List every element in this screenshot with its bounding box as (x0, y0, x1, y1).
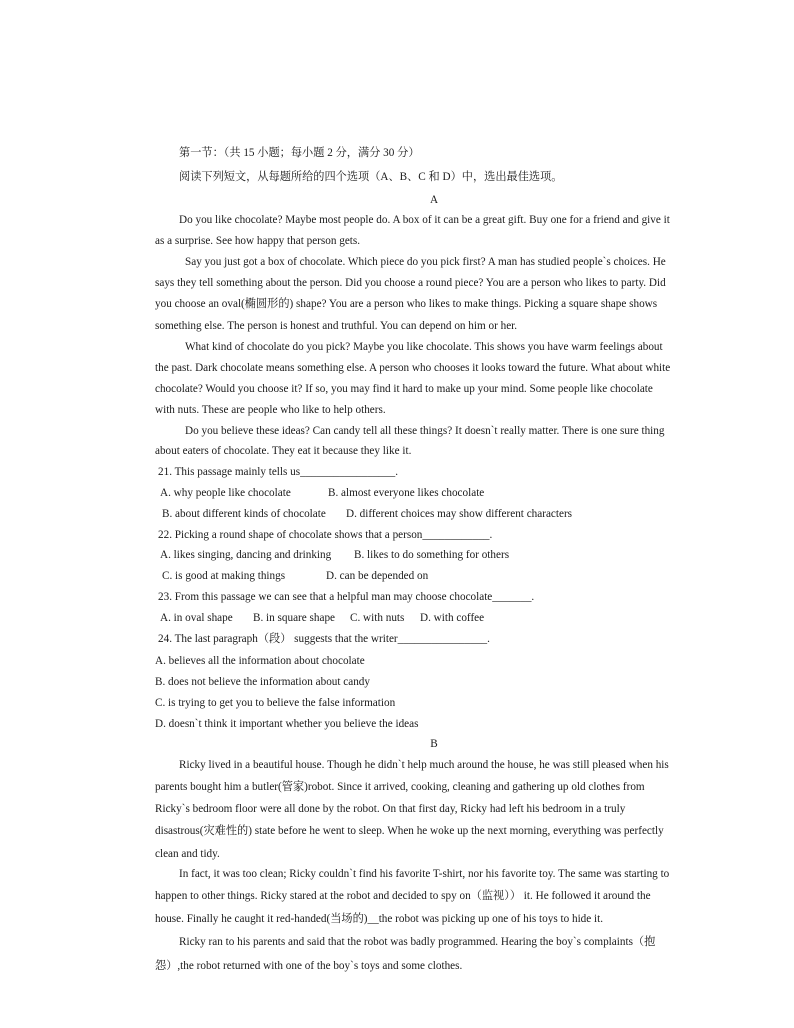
option-c: C. is good at making things (162, 570, 286, 582)
passage-line: you choose an oval(椭圆形的) shape? You are a person who likes to make things. Picking a square shape shows (155, 298, 658, 310)
question-stem: 24. The last paragraph（段） suggests that the writer________________. (158, 633, 490, 645)
question-stem: 23. From this passage we can see that a helpful man may choose chocolate_______. (158, 591, 535, 603)
passage-line: 怨）,the robot returned with one of the boy`s toys and some clothes. (155, 960, 463, 972)
option-b: B. likes to do something for others (354, 549, 510, 561)
passage-line: In fact, it was too clean; Ricky couldn`t find his favorite T-shirt, nor his favorite toy. The same was starting to (179, 868, 670, 880)
option-c: C. with nuts (350, 612, 405, 624)
option-a: A. likes singing, dancing and drinking (160, 549, 332, 561)
passage-a-label: A (429, 194, 439, 206)
passage-line: What kind of chocolate do you pick? Maybe you like chocolate. This shows you have warm feelings about (185, 341, 663, 353)
passage-line: says they tell something about the person. Did you choose a round piece? You are a person who likes to party. Did (155, 277, 666, 289)
passage-line: Ricky ran to his parents and said that the robot was badly programmed. Hearing the boy`s complaints（抱 (179, 936, 656, 948)
passage-line: something else. The person is honest and truthful. You can depend on him or her. (155, 320, 518, 332)
passage-line: happen to other things. Ricky stared at the robot and decided to spy on（监视）） it. He followed it around the (155, 890, 651, 902)
passage-line: Say you just got a box of chocolate. Which piece do you pick first? A man has studied people`s choices. He (185, 256, 666, 268)
passage-line: Do you like chocolate? Maybe most people do. A box of it can be a great gift. Buy one for a friend and give it (179, 214, 670, 226)
passage-line: the past. Dark chocolate means something else. A person who chooses it looks toward the future. What about white (155, 362, 671, 374)
passage-b-label: B (430, 738, 438, 750)
section-heading: 第一节：（共 15 小题；每小题 2 分，满分 30 分） (179, 147, 420, 159)
passage-line: disastrous(灾难性的) state before he went to sleep. When he woke up the next morning, everything was perfectly (155, 825, 664, 837)
option-a: A. why people like chocolate (160, 487, 291, 499)
passage-line: Ricky`s bedroom floor were all done by the robot. On that first day, Ricky had left his bedroom in a truly (155, 803, 626, 815)
option-a: A. believes all the information about chocolate (155, 655, 365, 667)
passage-line: clean and tidy. (155, 848, 220, 860)
passage-line: as a surprise. See how happy that person gets. (155, 235, 361, 247)
instruction-text: 阅读下列短文，从每题所给的四个选项（A、B、C 和 D）中，选出最佳选项。 (179, 171, 563, 183)
passage-line: parents bought him a butler(管家)robot. Since it arrived, cooking, cleaning and gathering up old clothes from (155, 781, 645, 793)
question-stem: 21. This passage mainly tells us_________________. (158, 466, 399, 478)
option-b: B. almost everyone likes chocolate (328, 487, 485, 499)
passage-line: house. Finally he caught it red-handed(当场的)__the robot was picking up one of his toys to hide it. (155, 913, 604, 925)
passage-line: Do you believe these ideas? Can candy tell all these things? It doesn`t really matter. There is one sure thing (185, 425, 665, 437)
option-c: B. about different kinds of chocolate (162, 508, 326, 520)
option-d: D. with coffee (420, 612, 485, 624)
option-a: A. in oval shape (160, 612, 233, 624)
option-b: B. in square shape (253, 612, 336, 624)
option-d: D. can be depended on (326, 570, 429, 582)
passage-line: about eaters of chocolate. They eat it because they like it. (155, 445, 412, 457)
option-d: D. different choices may show different characters (346, 508, 573, 520)
passage-line: with nuts. These are people who like to help others. (155, 404, 386, 416)
option-c: C. is trying to get you to believe the false information (155, 697, 396, 709)
passage-line: Ricky lived in a beautiful house. Though he didn`t help much around the house, he was still pleased when his (179, 759, 669, 771)
question-stem: 22. Picking a round shape of chocolate shows that a person____________. (158, 529, 493, 541)
option-b: B. does not believe the information about candy (155, 676, 370, 688)
passage-line: chocolate? Would you choose it? If so, you may find it hard to make up your mind. Some people like chocolate (155, 383, 653, 395)
option-d: D. doesn`t think it important whether you believe the ideas (155, 718, 419, 730)
